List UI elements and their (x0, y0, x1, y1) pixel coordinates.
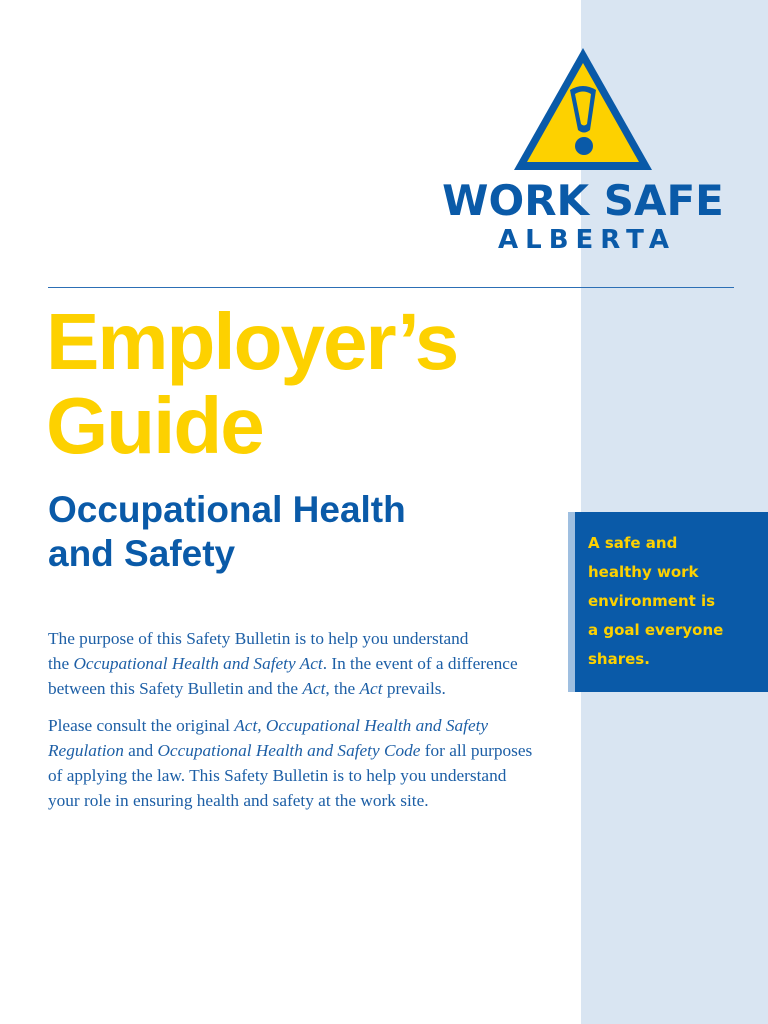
text-span: the (48, 654, 74, 673)
callout-line: healthy work (588, 563, 699, 581)
purpose-paragraph (48, 626, 558, 701)
text-span: and (123, 741, 158, 760)
text-line: The purpose of this Safety Bulletin is to help you understand (48, 629, 469, 648)
page-title-line-1: Employer’s (46, 297, 458, 386)
text-line (48, 676, 558, 701)
consult-paragraph (48, 713, 558, 813)
text-line: of applying the law. This Safety Bulletin is to help you understand (48, 766, 507, 785)
act-reference: Act (359, 679, 383, 698)
text-span: for all purposes (420, 741, 533, 760)
regulation-reference: Regulation (48, 741, 124, 760)
text-line (48, 651, 558, 676)
text-span: Please consult the original (48, 716, 235, 735)
divider (48, 287, 734, 288)
logo-name-line-2: ALBERTA (498, 225, 676, 255)
callout-text (588, 529, 760, 674)
act-reference: Occupational Health and Safety Act (73, 654, 323, 673)
act-reference: Act (302, 679, 326, 698)
page-subtitle-line-1: Occupational Health (48, 489, 406, 530)
page-subtitle (48, 488, 568, 576)
page-subtitle-line-2: and Safety (48, 533, 236, 574)
callout-line: environment is (588, 592, 716, 610)
logo-name-line-1: WORK SAFE (442, 176, 724, 225)
callout-line: A safe and (588, 534, 678, 552)
act-reference: Act, Occupational Health and Safety (234, 716, 489, 735)
text-span: between this Safety Bulletin and the (48, 679, 303, 698)
callout-line: shares. (588, 650, 650, 668)
text-span: prevails. (382, 679, 446, 698)
text-span: . In the event of a difference (322, 654, 518, 673)
callout-line: a goal everyone (588, 621, 724, 639)
page-title (46, 297, 576, 470)
code-reference: Occupational Health and Safety Code (157, 741, 421, 760)
work-safe-alberta-logo (430, 44, 736, 259)
body-text (48, 626, 558, 825)
page-title-line-2: Guide (46, 381, 263, 470)
warning-triangle-icon (510, 44, 656, 174)
text-line (48, 738, 558, 763)
text-line: your role in ensuring health and safety at the work site. (48, 791, 429, 810)
text-line (48, 713, 558, 738)
text-span: , the (325, 679, 360, 698)
